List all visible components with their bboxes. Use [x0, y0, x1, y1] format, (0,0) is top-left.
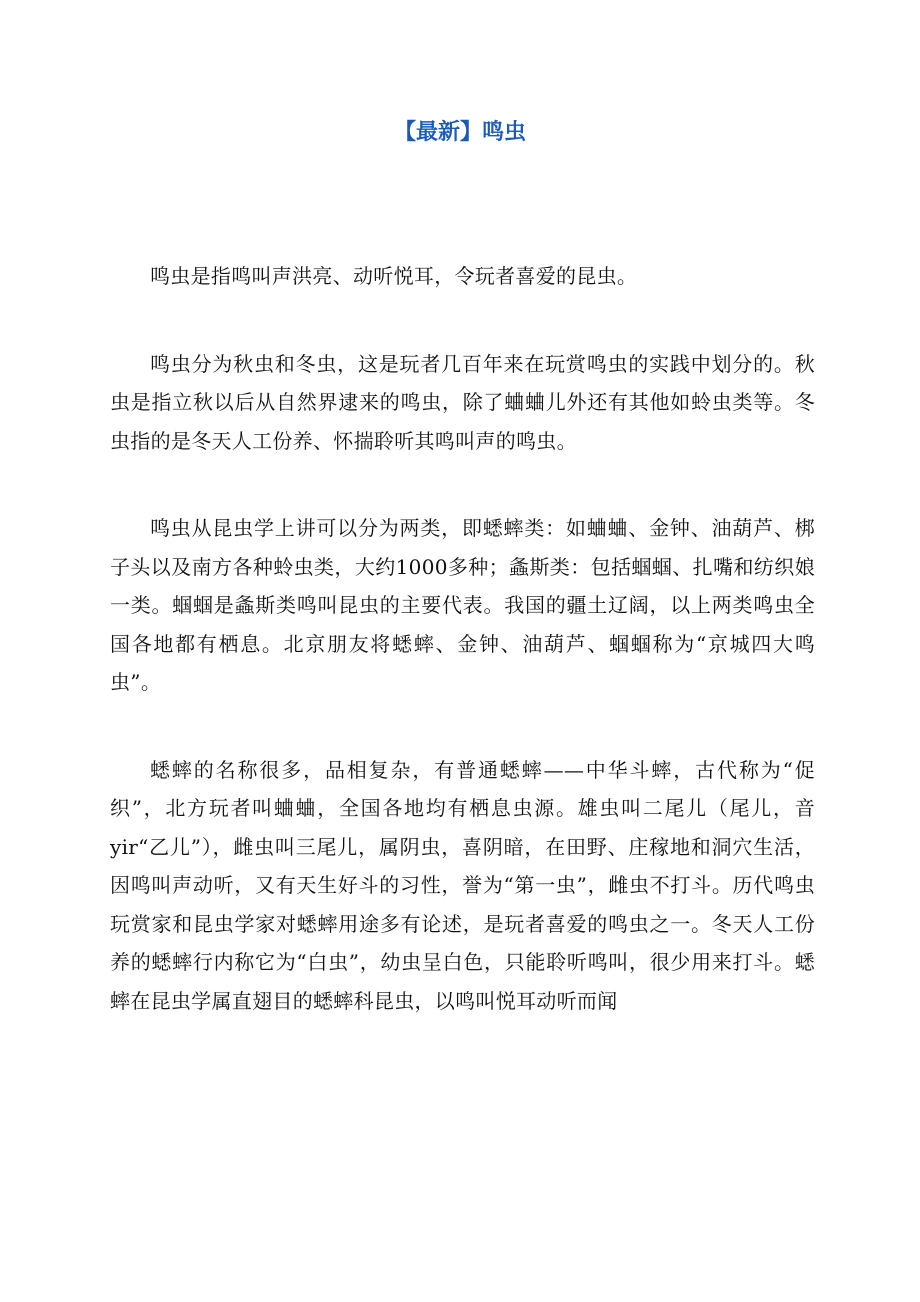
document-body	[110, 257, 815, 1020]
paragraph-2: 鸣虫分为秋虫和冬虫，这是玩者几百年来在玩赏鸣虫的实践中划分的。秋虫是指立秋以后从自然界逮来的鸣虫，除了蛐蛐儿外还有其他如蛉虫类等。冬虫指的是冬天人工份养、怀揣聆听其鸣叫声的鸣虫。	[110, 351, 815, 453]
document-title: 【最新】鸣虫	[393, 120, 526, 145]
paragraph-4: 蟋蟀的名称很多，品相复杂，有普通蟋蟀——中华斗蟀，古代称为“促织”，北方玩者叫蛐蛐，全国各地均有栖息虫源。雄虫叫二尾儿（尾儿，音yir“乙儿”），雌虫叫三尾儿，属阴虫，喜阴暗，在田野、庄稼地和洞穴生活，因鸣叫声动听，又有天生好斗的习性，誉为“第一虫”，雌虫不打斗。历代鸣虫玩赏家和昆虫学家对蟋蟀用途多有论述，是玩者喜爱的鸣虫之一。冬天人工份养的蟋蟀行内称它为“白虫”，幼虫呈白色，只能聆听鸣叫，很少用来打斗。蟋蟀在昆虫学属直翅目的蟋蟀科昆虫，以鸣叫悦耳动听而闻	[110, 757, 815, 1013]
paragraph-1: 鸣虫是指鸣叫声洪亮、动听悦耳，令玩者喜爱的昆虫。	[150, 264, 638, 288]
paragraph-3: 鸣虫从昆虫学上讲可以分为两类，即蟋蟀类：如蛐蛐、金钟、油葫芦、梆子头以及南方各种蛉虫类，大约1000多种；螽斯类：包括蝈蝈、扎嘴和纺织娘一类。蝈蝈是螽斯类鸣叫昆虫的主要代表。我国的疆土辽阔，以上两类鸣虫全国各地都有栖息。北京朋友将蟋蟀、金钟、油葫芦、蝈蝈称为“京城四大鸣虫”。	[110, 516, 815, 694]
